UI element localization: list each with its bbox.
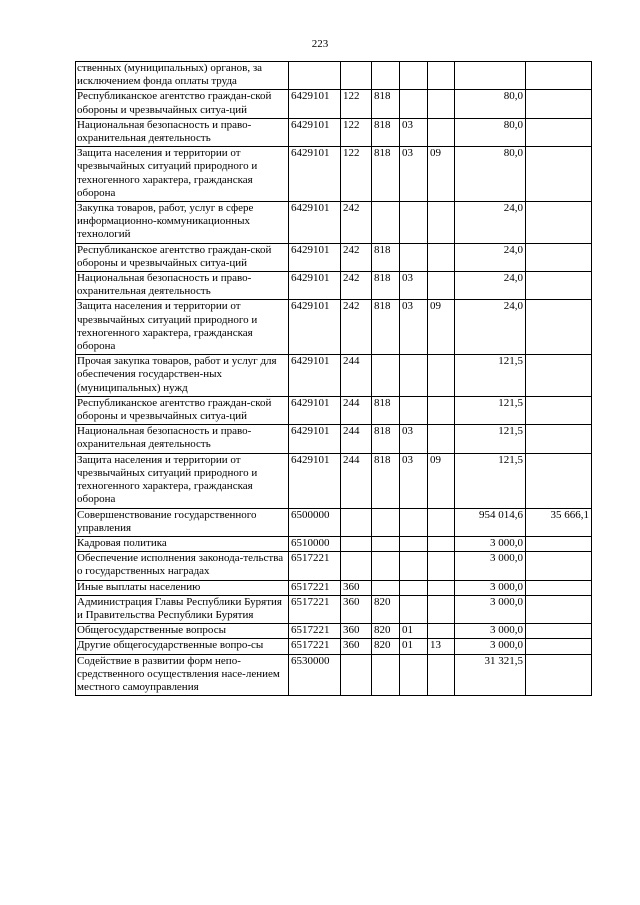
- expense-type-cell: [341, 62, 372, 90]
- item-name-cell: Содействие в развитии форм непо-средственного осуществления насе-лением местного самоуправления: [76, 654, 289, 696]
- ministry-code-cell: 818: [372, 147, 400, 202]
- section-cell: [400, 654, 428, 696]
- ministry-code-cell: 818: [372, 300, 400, 355]
- expense-type-cell: [341, 508, 372, 536]
- item-name-cell: Национальная безопасность и право-охранительная деятельность: [76, 118, 289, 146]
- section-cell: [400, 595, 428, 623]
- item-name-cell: Совершенствование государственного управления: [76, 508, 289, 536]
- amount-cell: 24,0: [455, 243, 526, 271]
- section-cell: [400, 243, 428, 271]
- item-name-cell: Кадровая политика: [76, 536, 289, 551]
- amount-cell: 24,0: [455, 202, 526, 244]
- section-cell: 03: [400, 272, 428, 300]
- expense-type-cell: 244: [341, 396, 372, 424]
- subsection-cell: [428, 243, 455, 271]
- section-cell: 03: [400, 300, 428, 355]
- ministry-code-cell: 820: [372, 624, 400, 639]
- amount-cell: 80,0: [455, 118, 526, 146]
- table-body: [76, 62, 592, 696]
- expense-type-cell: 122: [341, 118, 372, 146]
- expense-type-cell: 360: [341, 580, 372, 595]
- federal-amount-cell: [526, 355, 592, 397]
- subsection-cell: [428, 425, 455, 453]
- ministry-code-cell: [372, 536, 400, 551]
- item-name-cell: Республиканское агентство граждан-ской обороны и чрезвычайных ситуа-ций: [76, 243, 289, 271]
- subsection-cell: [428, 355, 455, 397]
- section-cell: 03: [400, 425, 428, 453]
- section-cell: [400, 90, 428, 118]
- target-article-cell: 6429101: [289, 300, 341, 355]
- item-name-cell: Защита населения и территории от чрезвычайных ситуаций природного и техногенного характера, гражданская оборона: [76, 300, 289, 355]
- ministry-code-cell: 818: [372, 90, 400, 118]
- table-row: [76, 536, 592, 551]
- federal-amount-cell: [526, 552, 592, 580]
- ministry-code-cell: 820: [372, 595, 400, 623]
- federal-amount-cell: [526, 243, 592, 271]
- target-article-cell: 6429101: [289, 425, 341, 453]
- target-article-cell: 6429101: [289, 396, 341, 424]
- target-article-cell: 6429101: [289, 272, 341, 300]
- section-cell: [400, 580, 428, 595]
- federal-amount-cell: [526, 580, 592, 595]
- item-name-cell: Обеспечение исполнения законода-тельства о государственных наградах: [76, 552, 289, 580]
- subsection-cell: 09: [428, 147, 455, 202]
- expense-type-cell: 242: [341, 272, 372, 300]
- federal-amount-cell: [526, 62, 592, 90]
- target-article-cell: 6517221: [289, 595, 341, 623]
- amount-cell: 3 000,0: [455, 552, 526, 580]
- table-row: [76, 147, 592, 202]
- subsection-cell: [428, 118, 455, 146]
- federal-amount-cell: [526, 147, 592, 202]
- subsection-cell: [428, 508, 455, 536]
- ministry-code-cell: 818: [372, 453, 400, 508]
- section-cell: 03: [400, 118, 428, 146]
- expense-type-cell: [341, 552, 372, 580]
- federal-amount-cell: [526, 624, 592, 639]
- expense-type-cell: 360: [341, 639, 372, 654]
- subsection-cell: 09: [428, 453, 455, 508]
- ministry-code-cell: 818: [372, 118, 400, 146]
- expense-type-cell: 244: [341, 453, 372, 508]
- ministry-code-cell: 818: [372, 425, 400, 453]
- ministry-code-cell: [372, 355, 400, 397]
- target-article-cell: 6510000: [289, 536, 341, 551]
- expense-type-cell: 242: [341, 202, 372, 244]
- target-article-cell: 6429101: [289, 355, 341, 397]
- section-cell: [400, 508, 428, 536]
- ministry-code-cell: [372, 552, 400, 580]
- table-row: [76, 639, 592, 654]
- table-row: [76, 624, 592, 639]
- federal-amount-cell: [526, 118, 592, 146]
- subsection-cell: [428, 654, 455, 696]
- expense-type-cell: 360: [341, 595, 372, 623]
- table-row: [76, 202, 592, 244]
- amount-cell: 3 000,0: [455, 580, 526, 595]
- expense-type-cell: 122: [341, 147, 372, 202]
- target-article-cell: 6429101: [289, 90, 341, 118]
- expense-type-cell: [341, 536, 372, 551]
- target-article-cell: 6429101: [289, 147, 341, 202]
- expense-type-cell: 242: [341, 300, 372, 355]
- subsection-cell: [428, 552, 455, 580]
- amount-cell: 3 000,0: [455, 624, 526, 639]
- federal-amount-cell: [526, 202, 592, 244]
- item-name-cell: Закупка товаров, работ, услуг в сфере информационно-коммуникационных технологий: [76, 202, 289, 244]
- ministry-code-cell: 820: [372, 639, 400, 654]
- section-cell: [400, 202, 428, 244]
- amount-cell: 121,5: [455, 396, 526, 424]
- subsection-cell: [428, 595, 455, 623]
- amount-cell: 80,0: [455, 147, 526, 202]
- ministry-code-cell: [372, 62, 400, 90]
- amount-cell: 24,0: [455, 300, 526, 355]
- amount-cell: 24,0: [455, 272, 526, 300]
- item-name-cell: Общегосударственные вопросы: [76, 624, 289, 639]
- section-cell: [400, 536, 428, 551]
- target-article-cell: 6517221: [289, 624, 341, 639]
- subsection-cell: [428, 580, 455, 595]
- ministry-code-cell: [372, 202, 400, 244]
- table-row: [76, 508, 592, 536]
- item-name-cell: Прочая закупка товаров, работ и услуг для обеспечения государствен-ных (муниципальных) нужд: [76, 355, 289, 397]
- table-row: [76, 118, 592, 146]
- target-article-cell: 6429101: [289, 453, 341, 508]
- item-name-cell: ственных (муниципальных) органов, за исключением фонда оплаты труда: [76, 62, 289, 90]
- amount-cell: 3 000,0: [455, 639, 526, 654]
- target-article-cell: 6517221: [289, 639, 341, 654]
- table-row: [76, 62, 592, 90]
- federal-amount-cell: [526, 90, 592, 118]
- subsection-cell: [428, 624, 455, 639]
- subsection-cell: [428, 536, 455, 551]
- table-row: [76, 355, 592, 397]
- budget-table: [75, 61, 592, 696]
- amount-cell: 121,5: [455, 453, 526, 508]
- section-cell: [400, 355, 428, 397]
- section-cell: [400, 396, 428, 424]
- expense-type-cell: 242: [341, 243, 372, 271]
- item-name-cell: Республиканское агентство граждан-ской обороны и чрезвычайных ситуа-ций: [76, 396, 289, 424]
- table-row: [76, 552, 592, 580]
- target-article-cell: 6429101: [289, 243, 341, 271]
- target-article-cell: 6429101: [289, 118, 341, 146]
- section-cell: 01: [400, 624, 428, 639]
- ministry-code-cell: [372, 508, 400, 536]
- federal-amount-cell: [526, 654, 592, 696]
- subsection-cell: [428, 62, 455, 90]
- item-name-cell: Администрация Главы Республики Бурятия и Правительства Республики Бурятия: [76, 595, 289, 623]
- expense-type-cell: 244: [341, 425, 372, 453]
- federal-amount-cell: [526, 425, 592, 453]
- table-row: [76, 580, 592, 595]
- table-row: [76, 595, 592, 623]
- amount-cell: [455, 62, 526, 90]
- item-name-cell: Иные выплаты населению: [76, 580, 289, 595]
- federal-amount-cell: [526, 453, 592, 508]
- table-row: [76, 425, 592, 453]
- amount-cell: 121,5: [455, 355, 526, 397]
- target-article-cell: 6500000: [289, 508, 341, 536]
- item-name-cell: Национальная безопасность и право-охранительная деятельность: [76, 272, 289, 300]
- page-number: 223: [311, 38, 329, 50]
- table-row: [76, 90, 592, 118]
- table-row: [76, 654, 592, 696]
- table-row: [76, 243, 592, 271]
- section-cell: [400, 62, 428, 90]
- subsection-cell: 09: [428, 300, 455, 355]
- expense-type-cell: [341, 654, 372, 696]
- amount-cell: 3 000,0: [455, 536, 526, 551]
- item-name-cell: Защита населения и территории от чрезвычайных ситуаций природного и техногенного характера, гражданская оборона: [76, 147, 289, 202]
- item-name-cell: Национальная безопасность и право-охранительная деятельность: [76, 425, 289, 453]
- federal-amount-cell: [526, 595, 592, 623]
- target-article-cell: [289, 62, 341, 90]
- expense-type-cell: 122: [341, 90, 372, 118]
- target-article-cell: 6530000: [289, 654, 341, 696]
- federal-amount-cell: [526, 536, 592, 551]
- section-cell: 03: [400, 147, 428, 202]
- target-article-cell: 6517221: [289, 580, 341, 595]
- section-cell: 01: [400, 639, 428, 654]
- federal-amount-cell: [526, 639, 592, 654]
- federal-amount-cell: 35 666,1: [526, 508, 592, 536]
- federal-amount-cell: [526, 396, 592, 424]
- amount-cell: 3 000,0: [455, 595, 526, 623]
- ministry-code-cell: 818: [372, 396, 400, 424]
- amount-cell: 80,0: [455, 90, 526, 118]
- ministry-code-cell: [372, 580, 400, 595]
- subsection-cell: 13: [428, 639, 455, 654]
- section-cell: [400, 552, 428, 580]
- target-article-cell: 6429101: [289, 202, 341, 244]
- ministry-code-cell: [372, 654, 400, 696]
- table-row: [76, 300, 592, 355]
- federal-amount-cell: [526, 300, 592, 355]
- ministry-code-cell: 818: [372, 243, 400, 271]
- subsection-cell: [428, 202, 455, 244]
- amount-cell: 31 321,5: [455, 654, 526, 696]
- item-name-cell: Другие общегосударственные вопро-сы: [76, 639, 289, 654]
- subsection-cell: [428, 90, 455, 118]
- target-article-cell: 6517221: [289, 552, 341, 580]
- item-name-cell: Защита населения и территории от чрезвычайных ситуаций природного и техногенного характера, гражданская оборона: [76, 453, 289, 508]
- expense-type-cell: 244: [341, 355, 372, 397]
- table-row: [76, 272, 592, 300]
- expense-type-cell: 360: [341, 624, 372, 639]
- federal-amount-cell: [526, 272, 592, 300]
- subsection-cell: [428, 396, 455, 424]
- amount-cell: 121,5: [455, 425, 526, 453]
- subsection-cell: [428, 272, 455, 300]
- table-row: [76, 396, 592, 424]
- table-row: [76, 453, 592, 508]
- amount-cell: 954 014,6: [455, 508, 526, 536]
- section-cell: 03: [400, 453, 428, 508]
- item-name-cell: Республиканское агентство граждан-ской обороны и чрезвычайных ситуа-ций: [76, 90, 289, 118]
- ministry-code-cell: 818: [372, 272, 400, 300]
